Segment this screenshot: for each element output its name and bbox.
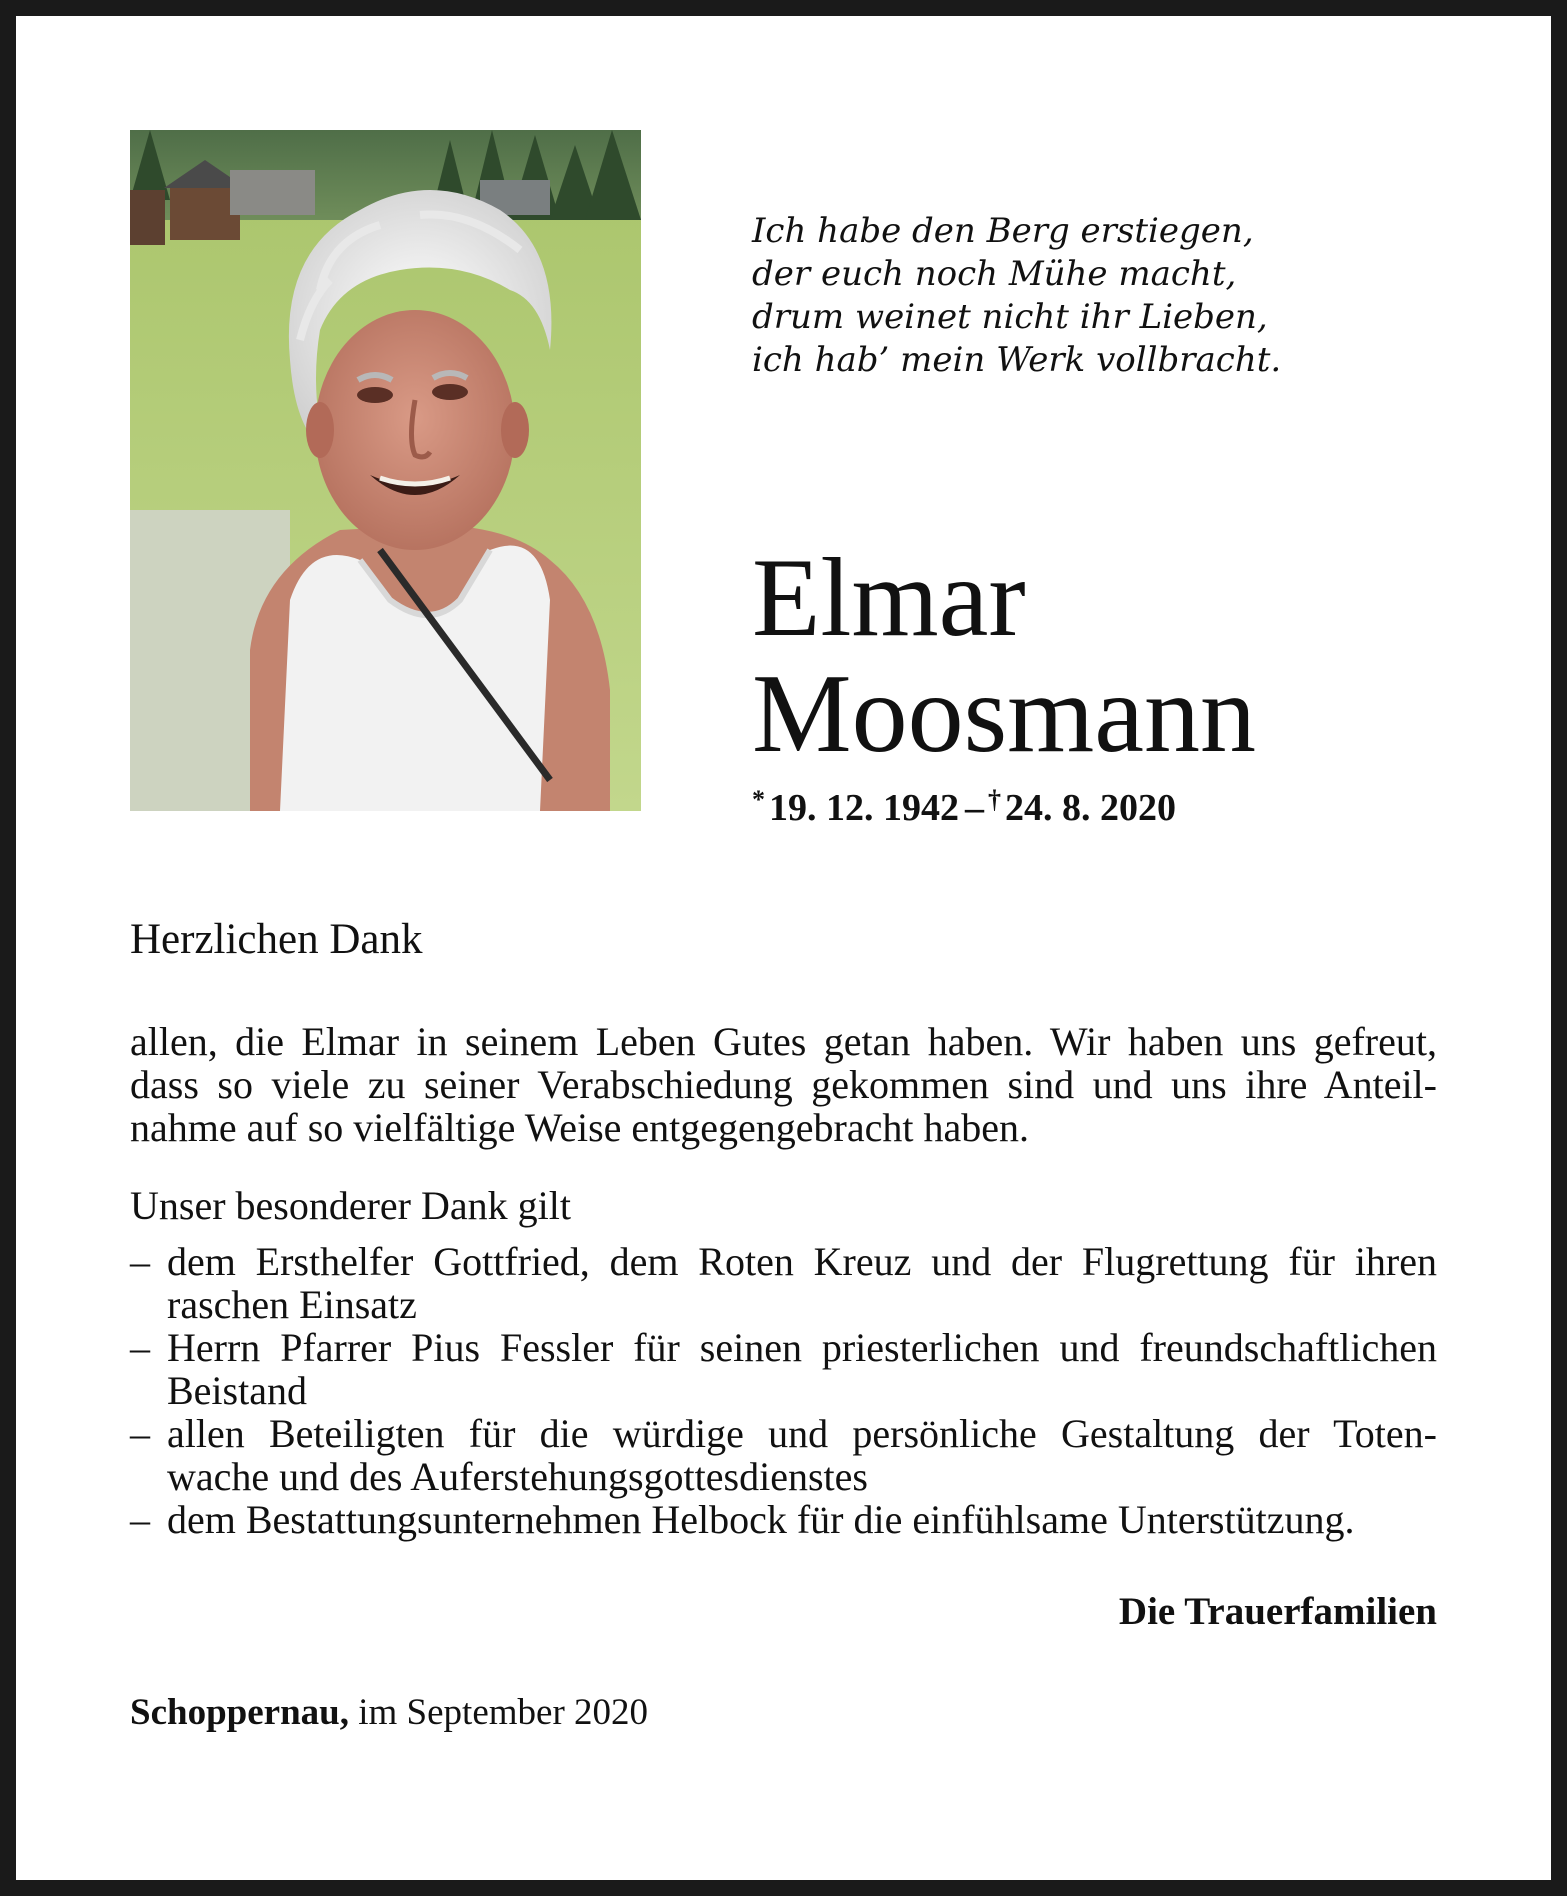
death-date: 24. 8. 2020 [1005,787,1176,829]
place-and-date [130,1691,648,1735]
deceased-name [752,536,1512,776]
intro-line: allen, die Elmar in seinem Leben Gutes getan haben. Wir haben uns gefreut, [130,1019,1437,1064]
portrait-illustration [130,130,641,811]
poem-line: der euch noch Mühe macht, [752,254,1237,294]
list-item [130,1240,1437,1326]
list-item-line: dem Bestattungsunternehmen Helbock für die einfühlsame Unterstützung. [167,1497,1355,1542]
thanks-list [130,1240,1437,1541]
birth-star-icon: * [752,785,765,814]
list-item-line: Beistand [167,1368,307,1413]
poem-line: drum weinet nicht ihr Lieben, [752,297,1268,337]
memorial-poem [752,210,1472,382]
birth-date: 19. 12. 1942 [769,787,959,829]
date: im September 2020 [358,1692,649,1733]
thanks-heading: Herzlichen Dank [130,916,423,963]
list-item-line: allen Beteiligten für die würdige und persönliche Gestaltung der Toten- [167,1411,1437,1456]
list-item-line: wache und des Auferstehungsgottesdienstes [167,1454,868,1499]
poem-line: ich hab’ mein Werk vollbracht. [752,340,1282,380]
date-separator: – [965,787,984,829]
list-item [130,1498,1437,1541]
intro-line: dass so viele zu seiner Verabschiedung gekommen sind und uns ihre Anteil- [130,1062,1437,1107]
list-item-line: dem Ersthelfer Gottfried, dem Roten Kreuz und der Flugrettung für ihren [167,1239,1437,1284]
death-cross-icon: † [988,785,1001,814]
list-item-line: Herrn Pfarrer Pius Fessler für seinen priesterlichen und freundschaftlichen [167,1325,1437,1370]
list-dash: – [130,1411,150,1456]
life-dates [752,778,1176,830]
list-item [130,1412,1437,1498]
special-thanks-lead: Unser besonderer Dank gilt [130,1183,571,1228]
list-dash: – [130,1239,150,1284]
thanks-intro [130,1020,1437,1149]
last-name: Moosmann [752,652,1256,776]
list-dash: – [130,1325,150,1370]
list-item-line: raschen Einsatz [167,1282,417,1327]
family-signature: Die Trauerfamilien [1118,1590,1437,1633]
list-dash: – [130,1497,150,1542]
poem-line: Ich habe den Berg erstiegen, [752,211,1254,251]
first-name: Elmar [752,536,1026,660]
portrait-photo [130,130,641,811]
place: Schoppernau, [130,1692,349,1733]
list-item [130,1326,1437,1412]
intro-line: nahme auf so vielfältige Weise entgegengebracht haben. [130,1105,1030,1150]
